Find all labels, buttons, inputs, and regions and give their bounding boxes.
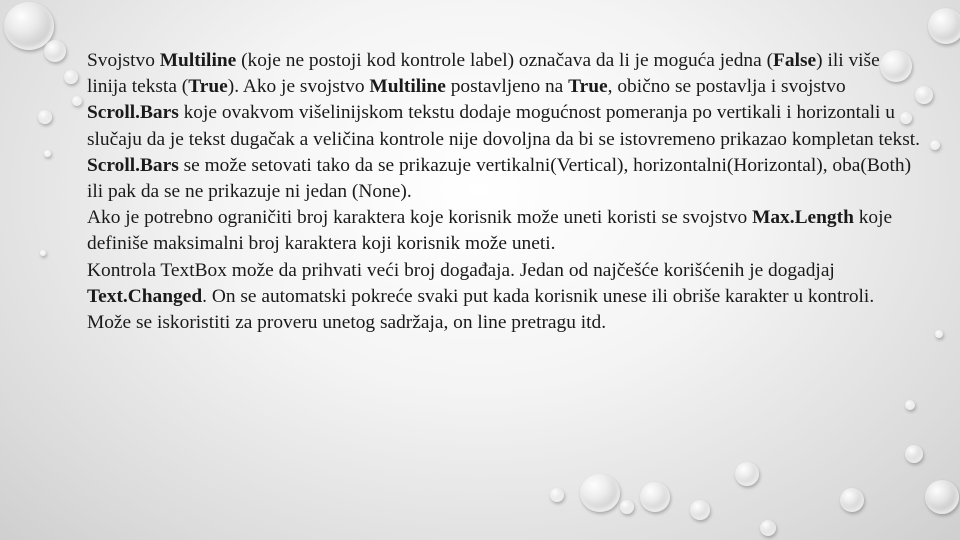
water-drop-decoration bbox=[905, 400, 915, 410]
bold-term: False bbox=[773, 50, 817, 71]
text-run: koje ovakvom višelinijskom tekstu dodaje mogućnost pomeranja po vertikali i horizontali u slučaju da je tekst dugačak a veličina kontrole nije dovoljna da bi se istovremeno prikazao kompletan tekst. bbox=[87, 102, 921, 150]
slide-body-text bbox=[87, 48, 922, 336]
water-drop-decoration bbox=[735, 462, 759, 486]
body-paragraph bbox=[87, 205, 922, 257]
water-drop-decoration bbox=[38, 110, 52, 124]
text-run: (koje ne postoji kod kontrole label) označava da li je moguća jedna ( bbox=[236, 50, 774, 71]
water-drop-decoration bbox=[550, 488, 564, 502]
bold-term: True bbox=[188, 76, 228, 98]
bold-term: Scroll.Bars bbox=[87, 154, 179, 176]
water-drop-decoration bbox=[760, 520, 776, 536]
text-run: se može setovati tako da se prikazuje vertikalni(Vertical), horizontalni(Horizontal), oba(Both) ili pak da se ne prikazuje ni jedan (None). bbox=[87, 154, 912, 203]
water-drop-decoration bbox=[935, 330, 943, 338]
text-run: postavljeno na bbox=[445, 76, 569, 98]
text-run: koje definiše maksimalni broj karaktera koji korisnik može uneti. bbox=[87, 207, 893, 255]
bold-term: Scroll.Bars bbox=[87, 102, 179, 124]
water-drop-decoration bbox=[580, 474, 620, 512]
water-drop-decoration bbox=[905, 445, 923, 463]
text-run: Ako je potrebno ograničiti broj karaktera koje korisnik može uneti koristi se svojstvo bbox=[87, 207, 753, 229]
water-drop-decoration bbox=[640, 482, 670, 512]
body-paragraph bbox=[87, 48, 922, 153]
bold-term: Text.Changed bbox=[87, 285, 203, 307]
text-run: ). Ako je svojstvo bbox=[227, 76, 370, 98]
bold-term: True bbox=[568, 76, 608, 98]
water-drop-decoration bbox=[840, 488, 864, 512]
water-drop-decoration bbox=[44, 40, 66, 62]
water-drop-decoration bbox=[40, 250, 46, 256]
bold-term: Multiline bbox=[159, 50, 237, 71]
water-drop-decoration bbox=[930, 140, 940, 150]
text-run: Kontrola TextBox može da prihvati veći broj događaja. Jedan od najčešće korišćenih je dogadjaj bbox=[87, 259, 835, 281]
water-drop-decoration bbox=[64, 70, 78, 84]
text-run: ) ili više linija teksta ( bbox=[87, 50, 880, 98]
text-run: , obično se postavlja i svojstvo bbox=[607, 76, 846, 98]
water-drop-decoration bbox=[928, 8, 960, 44]
body-paragraph bbox=[87, 258, 922, 337]
text-run: . On se automatski pokreće svaki put kada korisnik unese ili obriše karakter u kontroli. Može se iskoristiti za proveru unetog sadržaja, on line pretragu itd. bbox=[87, 285, 875, 334]
body-paragraph bbox=[87, 153, 922, 205]
bold-term: Multiline bbox=[369, 76, 446, 98]
bold-term: Max.Length bbox=[752, 207, 854, 229]
water-drop-decoration bbox=[44, 150, 51, 157]
water-drop-decoration bbox=[72, 96, 82, 106]
water-drop-decoration bbox=[690, 500, 710, 520]
text-run: Svojstvo bbox=[87, 50, 160, 71]
water-drop-decoration bbox=[620, 500, 634, 514]
water-drop-decoration bbox=[925, 480, 959, 514]
